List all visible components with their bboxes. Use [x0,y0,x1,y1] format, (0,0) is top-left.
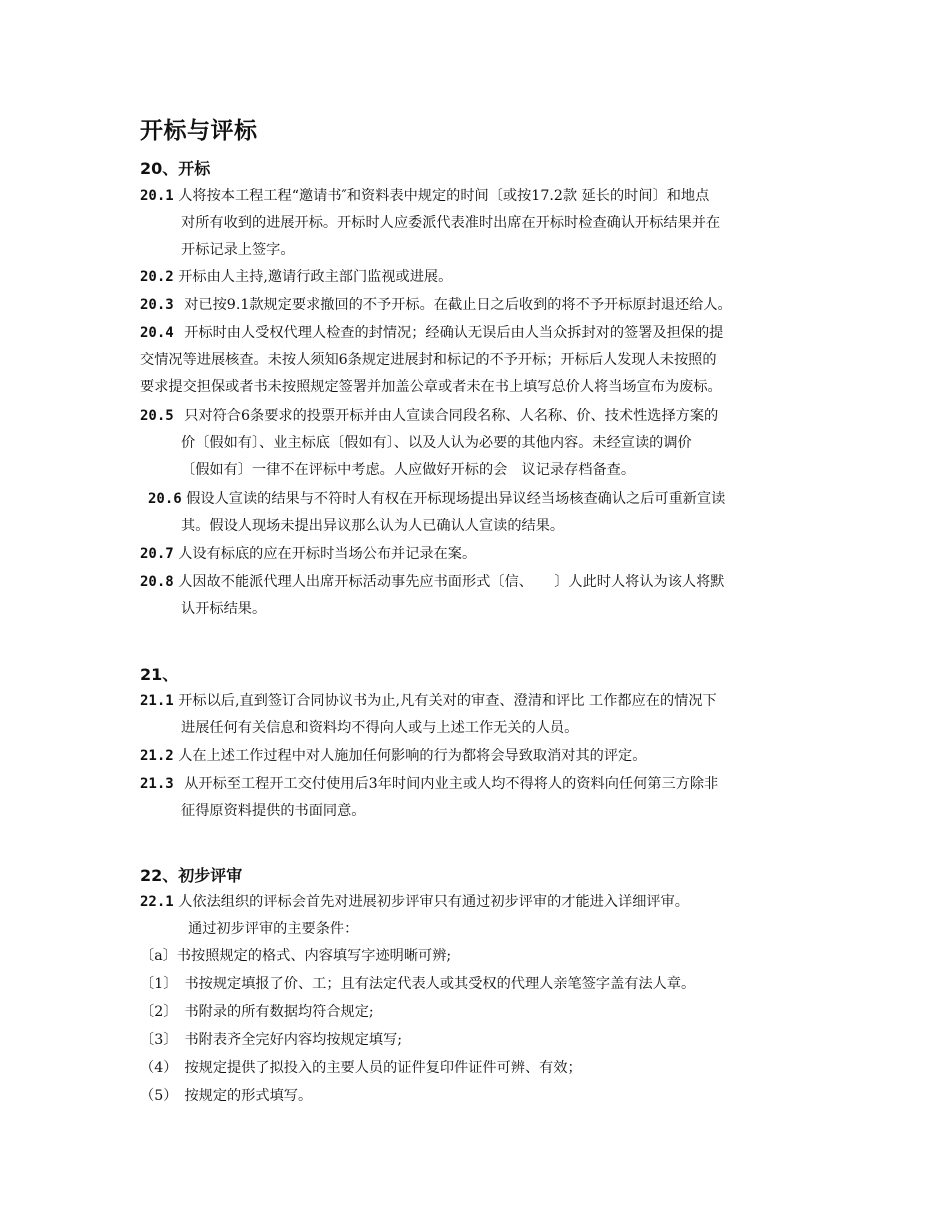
clause-21-1 [140,692,717,710]
section-22-heading: 22、初步评审 [140,866,243,885]
page-title: 开标与评标 [140,118,258,144]
clause-number: 22.1 [140,894,174,910]
condition-3: 〔3〕 书附表齐全完好内容均按规定填写; [140,1032,403,1048]
clause-text: 人设有标底的应在开标时当场公布并记录在案。 [178,546,477,562]
clause-20-1 [140,187,709,205]
clause-20-5-line-2: 价〔假如有〕、业主标底〔假如有〕、以及人认为必要的其他内容。未经宣读的调价 [181,435,692,451]
clause-text: 人因故不能派代理人出席开标活动事先应书面形式〔信、 〕人此时人将认为该人将默 [178,574,725,590]
clause-text: 从开标至工程开工交付使用后3年时间内业主或人均不得将人的资料向任何第三方除非 [184,776,719,792]
clause-number: 21.3 [140,776,174,792]
clause-20-6-line-2: 其。假设人现场未提出异议那么认为人已确认人宣读的结果。 [181,518,565,534]
clause-text: 开标时由人受权代理人检查的封情况；经确认无误后由人当众拆封对的签署及担保的提 [184,325,724,341]
condition-a: 〔a〕书按照规定的格式、内容填写字迹明晰可辨; [140,948,452,964]
clause-text: 人在上述工作过程中对人施加任何影响的行为都将会导致取消对其的评定。 [178,748,647,764]
clause-text: 开标以后,直到签订合同协议书为止,凡有关对的审查、澄清和评比 工作都应在的情况下 [178,693,717,709]
clause-21-3 [140,775,718,793]
condition-4: （4） 按规定提供了拟投入的主要人员的证件复印件证件可辨、有效； [140,1060,582,1076]
clause-number: 20.7 [140,546,174,562]
clause-20-3 [140,296,732,314]
clause-number: 21.1 [140,693,174,709]
condition-5: （5） 按规定的形式填写。 [140,1088,313,1104]
clause-22-1-line-2: 通过初步评审的主要条件： [188,921,359,937]
clause-text: 对已按9.1款规定要求撤回的不予开标。在截止日之后收到的将不予开标原封退还给人。 [184,297,732,313]
clause-20-6 [148,490,725,508]
clause-number: 20.3 [140,297,174,313]
clause-20-5 [140,407,718,425]
clause-21-1-line-2: 进展任何有关信息和资料均不得向人或与上述工作无关的人员。 [181,720,579,736]
clause-20-8 [140,573,724,591]
clause-20-1-line-3: 开标记录上签字。 [181,242,295,258]
clause-number: 20.2 [140,269,174,285]
clause-20-2 [140,268,452,286]
clause-text: 开标由人主持,邀请行政主部门监视或进展。 [178,269,453,285]
clause-20-4-line-3: 要求提交担保或者书未按照规定签署并加盖公章或者未在书上填写总价人将当场宣布为废标。 [140,379,722,395]
clause-22-1 [140,893,689,911]
clause-text: 假设人宣读的结果与不符时人有权在开标现场提出异议经当场核查确认之后可重新宣读 [186,491,726,507]
clause-number: 20.1 [140,188,174,204]
clause-text: 人将按本工程工程“邀请书″和资料表中规定的时间〔或按17.2款 延长的时间〕和地点 [178,188,710,204]
clause-text: 只对符合6条要求的投票开标并由人宣读合同段名称、人名称、价、技术性选择方案的 [184,408,719,424]
clause-20-8-line-2: 认开标结果。 [181,601,267,617]
clause-number: 21.2 [140,748,174,764]
clause-20-4-line-2: 交情况等进展核查。未按人须知6条规定进展封和标记的不予开标；开标后人发现人未按照的 [140,352,717,368]
condition-2: 〔2〕 书附录的所有数据均符合规定; [140,1004,374,1020]
clause-20-5-line-3: 〔假如有〕一律不在评标中考虑。人应做好开标的会 议记录存档备查。 [181,462,636,478]
clause-number: 20.8 [140,574,174,590]
condition-1: 〔1〕 书按规定填报了价、工；且有法定代表人或其受权的代理人亲笔签字盖有法人章。 [140,976,696,992]
clause-number: 20.5 [140,408,174,424]
clause-20-4 [140,324,723,342]
clause-number: 20.4 [140,325,174,341]
clause-number: 20.6 [148,491,182,507]
section-21-heading: 21、 [140,665,179,684]
clause-20-1-line-2: 对所有收到的进展开标。开标时人应委派代表准时出席在开标时检查确认开标结果并在 [181,215,721,231]
clause-21-2 [140,747,646,765]
clause-20-7 [140,545,476,563]
clause-21-3-line-2: 征得原资料提供的书面同意。 [181,803,366,819]
section-20-heading: 20、开标 [140,159,211,178]
clause-text: 人依法组织的评标会首先对进展初步评审只有通过初步评审的才能进入详细评审。 [178,894,689,910]
